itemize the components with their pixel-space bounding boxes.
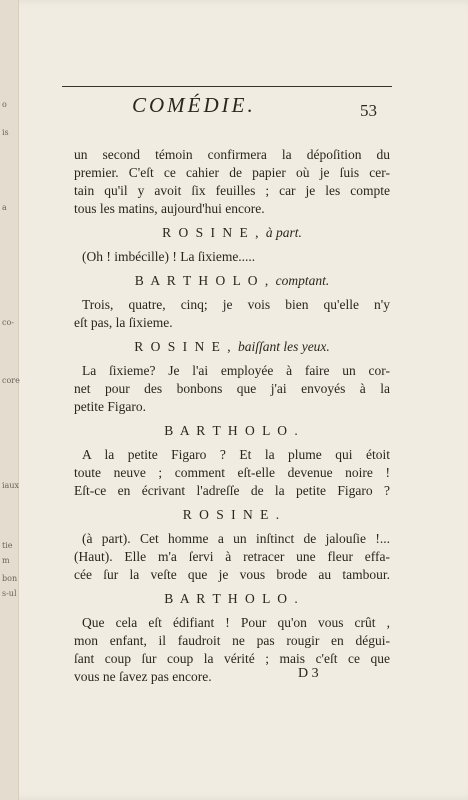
speaker-heading <box>74 338 390 356</box>
speaker-heading <box>74 506 390 524</box>
speaker-heading <box>74 422 390 440</box>
speaker-name: B A R T H O L O . <box>164 423 300 438</box>
text-line: petite Figaro. <box>74 399 146 414</box>
text-line: (Haut). Elle m'a ſervi à retracer une fleur effa- <box>74 549 390 564</box>
margin-fragment: s-ul <box>2 589 17 598</box>
text-line: (à part). Cet homme a un inſtinct de jalouſie !... <box>82 531 390 546</box>
margin-fragment: tie <box>2 541 13 550</box>
margin-fragment: iaux <box>2 481 19 490</box>
text-line: vous ne ſavez pas encore. <box>74 669 212 684</box>
margin-fragment: is <box>2 128 9 137</box>
page-number: 53 <box>360 101 377 120</box>
text-line: un second témoin confirmera la dépoſition du <box>74 147 390 162</box>
stage-direction: à part. <box>265 225 302 240</box>
text-line: tous les matins, aujourd'hui encore. <box>74 201 265 216</box>
text-line: premier. C'eſt ce cahier de papier où je ſuis cer- <box>74 165 390 180</box>
text-line: A la petite Figaro ? Et la plume qui étoit <box>82 447 390 462</box>
speaker-heading <box>74 590 390 608</box>
margin-fragment: o <box>2 100 7 109</box>
running-title: COMÉDIE. <box>132 93 256 117</box>
text-line: tain qu'il y avoit ſix feuilles ; car je les compte <box>74 183 390 198</box>
header-rule <box>62 86 392 87</box>
margin-fragment: m <box>2 556 10 565</box>
speaker-name: R O S I N E , <box>162 225 261 240</box>
text-line: Que cela eſt édifiant ! Pour qu'on vous crût , <box>82 615 390 630</box>
text-line: Trois, quatre, cinq; je vois bien qu'elle n'y <box>82 297 390 312</box>
text-line: (Oh ! imbécille) ! La ſixieme..... <box>82 249 256 264</box>
margin-fragment: core <box>2 376 20 385</box>
speaker-name: B A R T H O L O , <box>134 273 271 288</box>
text-line: eſt pas, la ſixieme. <box>74 315 173 330</box>
text-line: ſant coup ſur coup la vérité ; mais c'eſt ce que <box>74 651 390 666</box>
text-line: net pour des bonbons que j'ai envoyés à la <box>74 381 390 396</box>
text-line: Eſt-ce en écrivant l'adreſſe de la petite Figaro ? <box>74 483 390 498</box>
text-line: toute neuve ; comment eſt-elle devenue noire ! <box>74 465 390 480</box>
text-line: cée ſur la veſte que je vous brode au tambour. <box>74 567 390 582</box>
speaker-name: R O S I N E . <box>182 507 282 522</box>
text-line: mon enfant, il faudroit ne pas rougir en dégui- <box>74 633 390 648</box>
margin-fragment: a <box>2 203 7 212</box>
stage-direction: baiſſant les yeux. <box>237 339 330 354</box>
facing-page-edge <box>0 0 19 800</box>
speaker-heading <box>74 272 390 290</box>
speaker-name: R O S I N E , <box>134 339 233 354</box>
margin-fragment: bon <box>2 574 18 583</box>
text-line: La ſixieme? Je l'ai employée à faire un cor- <box>82 363 390 378</box>
play-text <box>74 146 390 686</box>
signature-mark: D 3 <box>298 666 319 681</box>
speaker-heading <box>74 224 390 242</box>
stage-direction: comptant. <box>275 273 330 288</box>
margin-fragment: co- <box>2 318 14 327</box>
speaker-name: B A R T H O L O . <box>164 591 300 606</box>
